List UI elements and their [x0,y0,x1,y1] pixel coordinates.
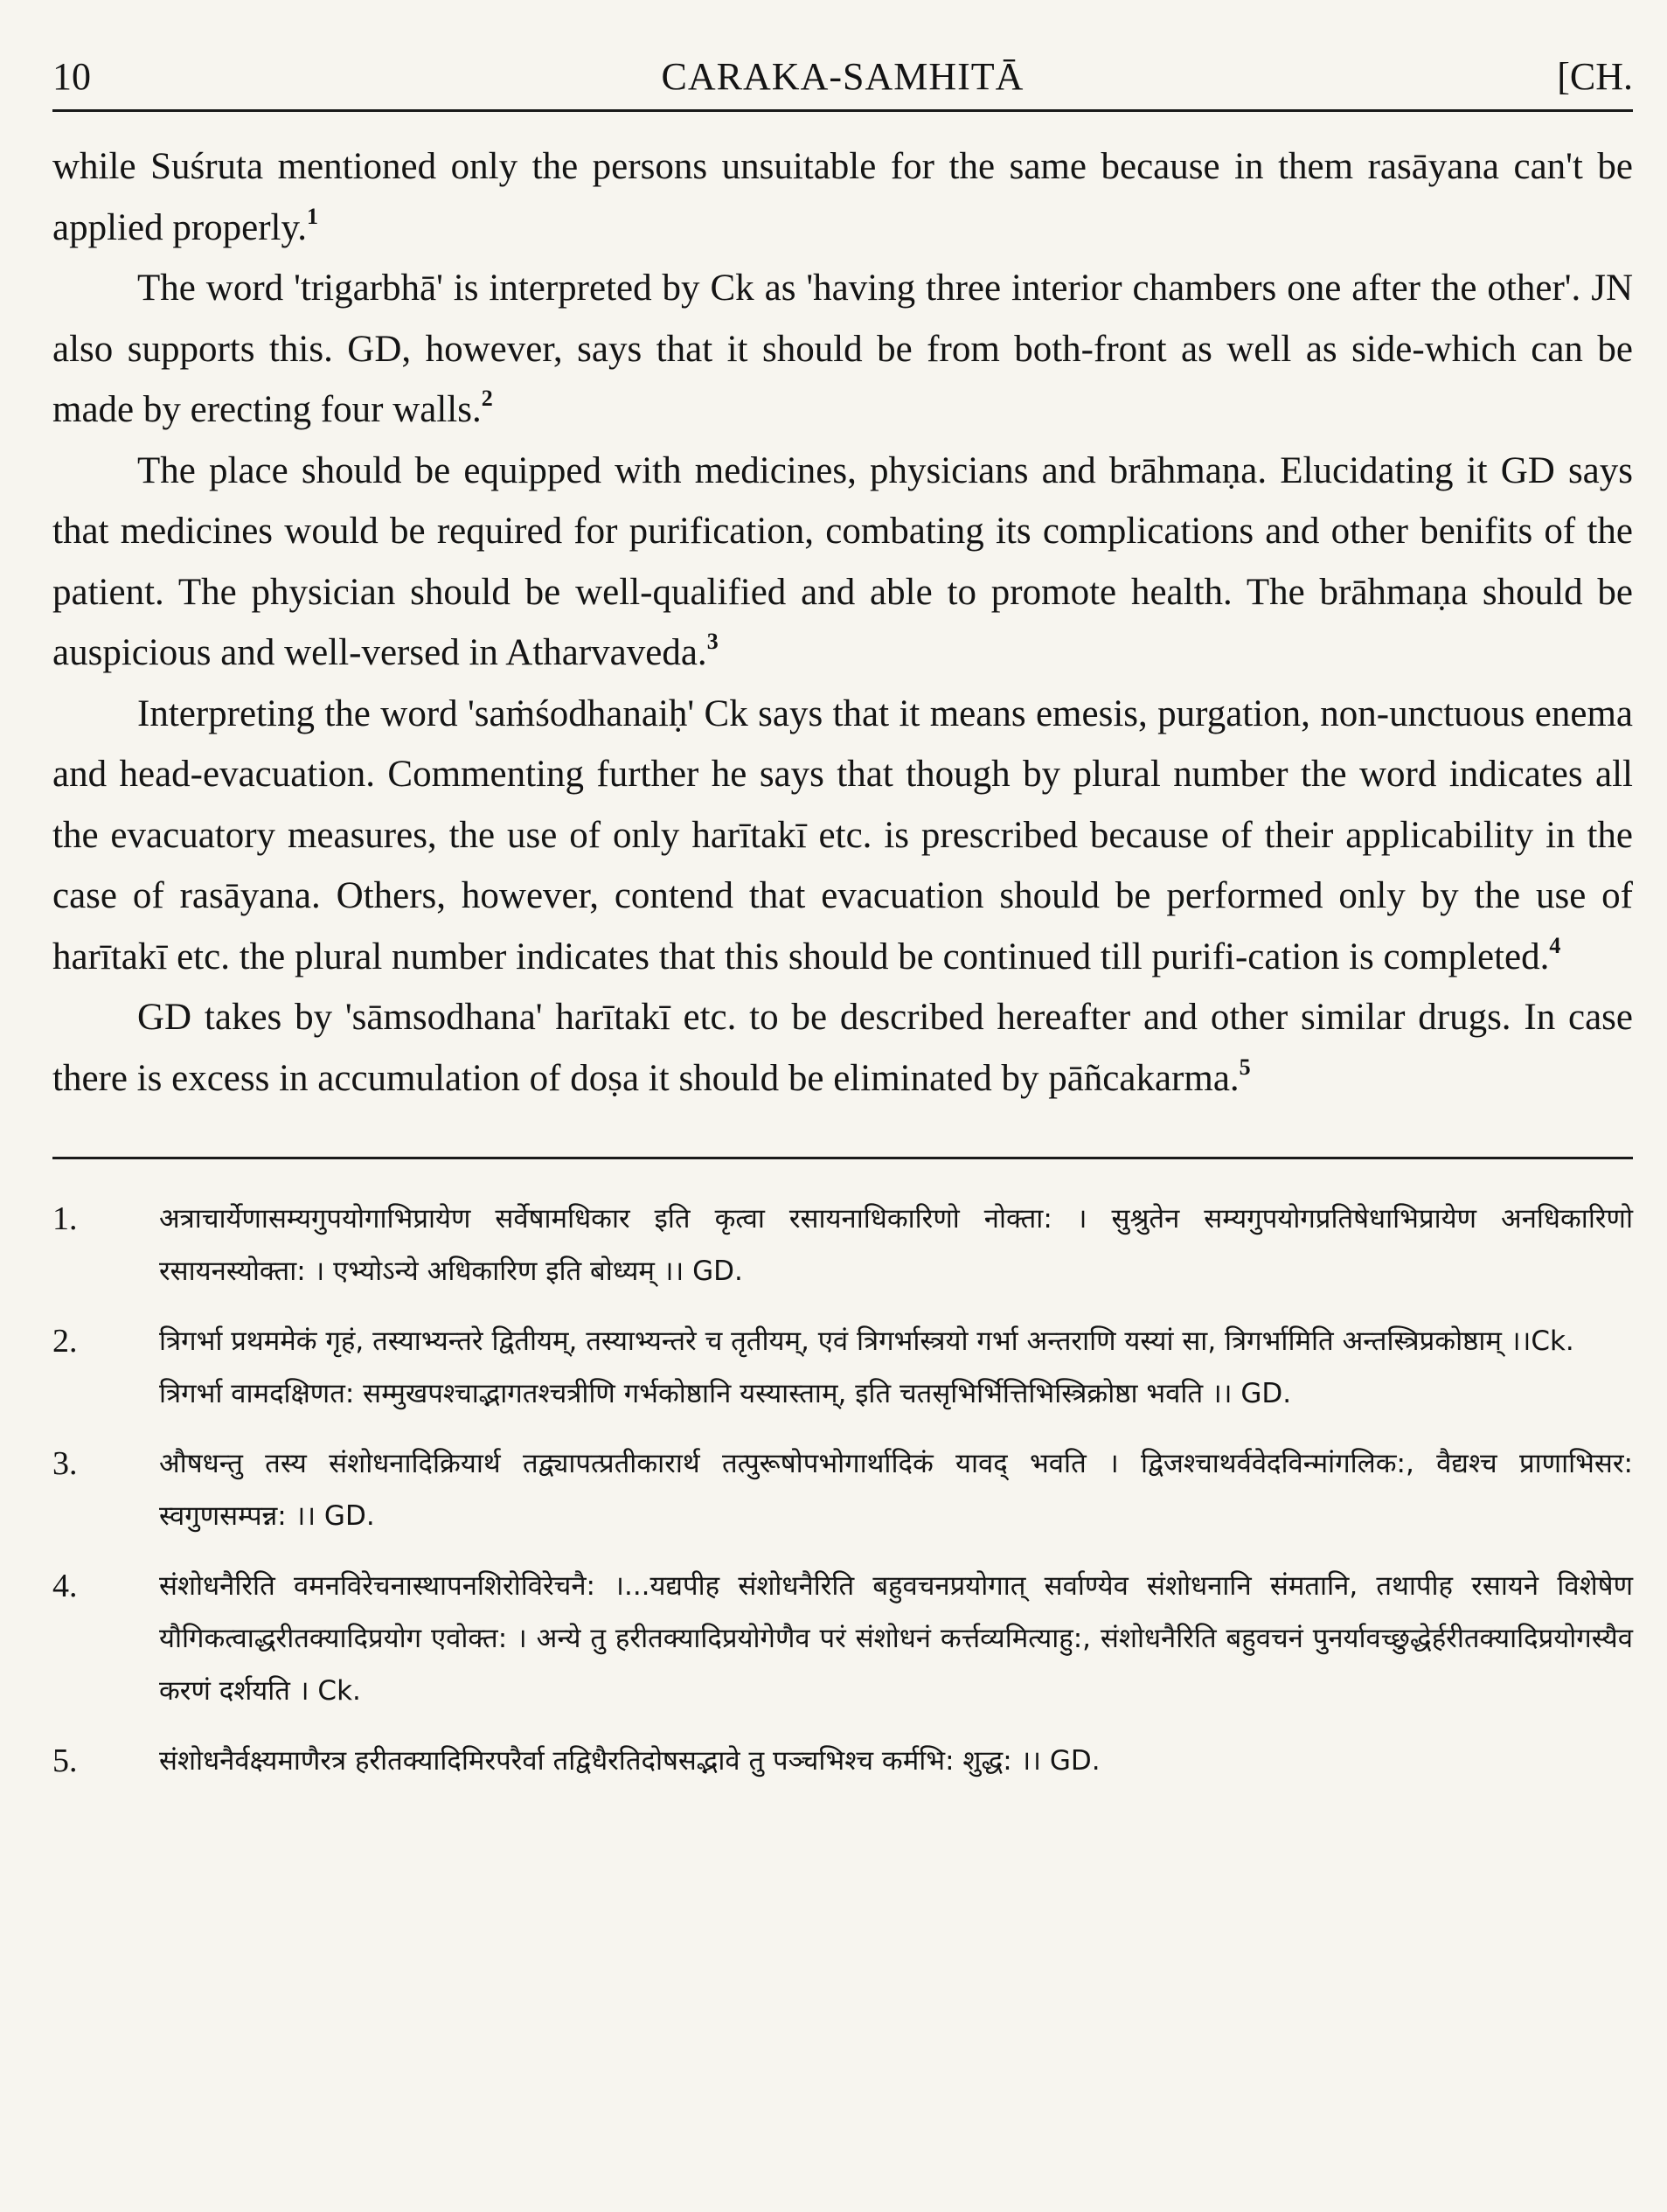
footnote [52,1560,1633,1717]
paragraph: The word 'trigarbhā' is interpreted by Ck as 'having three interior chambers one after the other'. JN also supports this. GD, however, says that it should be from both-front as well as side-which can be made by erecting four walls.$^2$ [52,268,1633,430]
footnote-ref: 4 [1549,932,1561,958]
footnote-number: 4. [52,1568,78,1604]
footnote-number: 1. [52,1200,78,1237]
footnote-text: संशोधनैर्वक्ष्यमाणैरत्र हरीतक्यादिमिरपरैर्वा तद्विधैरतिदोषसद्भावे तु पञ्चभिश्च कर्मभि: शुद्ध: ।। GD. [159,1745,1101,1777]
footnote-text: अत्राचार्येणासम्यगुपयोगाभिप्रायेण सर्वेषामधिकार इति कृत्वा रसायनाधिकारिणो नोक्ता: । सुश्रुतेन सम्यगुपयोगप्रतिषेधाभिप्रायेण अनधिकारिणो रसायनस्योक्ता: । एभ्योऽन्ये अधिकारिण इति बोध्यम् ।। GD. [159,1203,1633,1287]
footnote-number: 5. [52,1742,78,1779]
page-number: 10 [52,55,91,98]
running-title: CARAKA-SAMHITĀ [661,55,1025,98]
paragraph: while Suśruta mentioned only the persons unsuitable for the same because in them rasāyana can't be applied properly.$^1$ [52,146,1633,248]
footnote-ref: 2 [481,386,493,411]
main-text [52,136,1633,1109]
paragraph: The place should be equipped with medicines, physicians and brāhmaṇa. Elucidating it GD says that medicines would be required for purification, combating its complications and other benifits of the patient. The physician should be well-qualified and able to promote health. The brāhmaṇa should be auspicious and well-versed in Atharvaveda.$^3$ [52,449,1633,673]
footnote-divider [52,1157,1633,1159]
footnote-number: 2. [52,1323,78,1360]
running-header [52,48,1633,106]
book-page [52,48,1633,2181]
footnote-ref: 5 [1239,1054,1251,1080]
header-rule [52,109,1633,112]
footnote-number: 3. [52,1445,78,1482]
chapter-marker: [CH. [1557,55,1633,98]
footnote [52,1193,1633,1297]
footnote-text: संशोधनैरिति वमनविरेचनास्थापनशिरोविरेचनै: ।...यद्यपीह संशोधनैरिति बहुवचनप्रयोगात् सर्वाण्येव संशोधनानि संमतानि, तथापीह रसायने विशेषेण यौगिकत्वाद्धरीतक्यादिप्रयोग एवोक्त: । अन्ये तु हरीतक्यादिप्रयोगेणैव परं संशोधनं कर्त्तव्यमित्याहु:, संशोधनैरिति बहुवचनं पुनर्यावच्छुद्धेर्हरीतक्यादिप्रयोगस्यैव करणं दर्शयति । Ck. [159,1570,1633,1707]
footnote-text: त्रिगर्भा वामदक्षिणत: सम्मुखपश्चाद्भागतश्चत्रीणि गर्भकोष्ठानि यस्यास्ताम्, इति चतसृभिर्भित्तिभिस्त्रिक्रोष्ठा भवति ।। GD. [159,1378,1292,1409]
paragraph: Interpreting the word 'saṁśodhanaiḥ' Ck says that it means emesis, purgation, non-unctuous enema and head-evacuation. Commenting further he says that though by plural number the word indicates all the evacuatory measures, the use of only harītakī etc. is prescribed because of their applicability in the case of rasāyana. Others, however, contend that evacuation should be performed only by the use of harītakī etc. the plural number indicates that this should be continued till purifi-cation is completed.$^4$ [52,692,1633,977]
footnote [52,1735,1633,1787]
footnote-text: औषधन्तु तस्य संशोधनादिक्रियार्थ तद्व्यापत्प्रतीकारार्थ तत्पुरूषोपभोगार्थादिकं यावद् भवति । द्विजश्चाथर्ववेदविन्मांगलिक:, वैद्यश्च प्राणाभिसर: स्वगुणसम्पन्न: ।। GD. [159,1448,1633,1532]
paragraph: GD takes by 'sāmsodhana' harītakī etc. to be described hereafter and other similar drugs. In case there is excess in accumulation of doṣa it should be eliminated by pāñcakarma.$^5$ [52,997,1633,1099]
footnote-ref: 1 [306,203,318,229]
footnote [52,1315,1633,1420]
footnote-text: त्रिगर्भा प्रथममेकं गृहं, तस्याभ्यन्तरे द्वितीयम्, तस्याभ्यन्तरे च तृतीयम्, एवं त्रिगर्भास्त्रयो गर्भा अन्तराणि यस्यां सा, त्रिगर्भामिति अन्तस्त्रिप्रकोष्ठाम् ।।Ck. [159,1325,1574,1357]
footnotes [52,1193,1633,1787]
footnote [52,1437,1633,1542]
footnote-ref: 3 [706,629,719,654]
